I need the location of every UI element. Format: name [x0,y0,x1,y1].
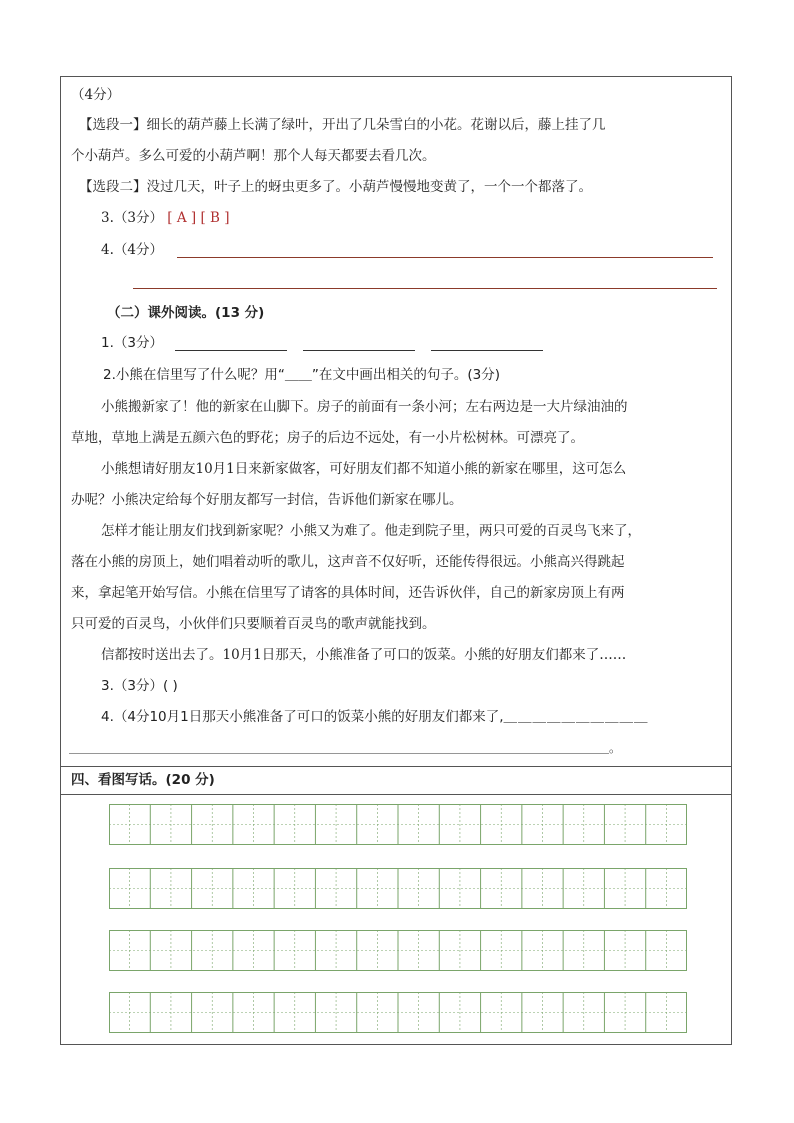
ext-question-4-line2 [69,738,621,758]
writing-grid-row-2[interactable] [109,868,687,909]
story-para3-line2: 落在小熊的房顶上，她们唱着动听的歌儿，这声音不仅好听，还能传得很远。小熊高兴得跳起 [71,554,625,570]
writing-grid-row-1[interactable] [109,804,687,845]
ext-q1-blank-1[interactable] [175,350,287,351]
story-para3-line4: 只可爱的百灵鸟，小伙伴们只要顺着百灵鸟的歌声就能找到。 [71,616,436,632]
question-3-reading [101,208,229,228]
section-divider [61,766,731,767]
question-3-answer: [ A ] [ B ] [167,210,230,226]
ext-q1-blank-2[interactable] [303,350,415,351]
ext-question-1-label: 1.（3分） [101,335,163,351]
story-para2-line1: 小熊想请好朋友10月1日来新家做客，可好朋友们都不知道小熊的新家在哪里，这可怎么 [101,461,627,477]
answer-line-1[interactable] [177,257,713,258]
excerpt-one-line2: 个小葫芦。多么可爱的小葫芦啊！那个人每天都要去看几次。 [71,148,436,164]
excerpt-two-label: 【选段二】 [79,179,147,195]
ext-question-4 [101,707,649,727]
story-para3-line1: 怎样才能让朋友们找到新家呢？小熊又为难了。他走到院子里，两只可爱的百灵鸟飞来了， [101,523,641,539]
writing-grid-row-4[interactable] [109,992,687,1033]
ext-question-3: 3.（3分）( ) [101,678,178,694]
writing-divider [61,794,731,795]
excerpt-one-line1: 细长的葫芦藤上长满了绿叶，开出了几朵雪白的小花。花谢以后，藤上挂了几 [146,117,606,133]
extracurricular-heading: （二）课外阅读。(13 分) [107,305,265,321]
story-para1-line1: 小熊搬新家了！他的新家在山脚下。房子的前面有一条小河；左右两边是一大片绿油油的 [101,399,628,415]
question-3-label: 3.（3分） [101,210,163,226]
writing-heading: 四、看图写话。(20 分) [71,772,215,788]
story-para4-line1: 信都按时送出去了。10月1日那天，小熊准备了可口的饭菜。小熊的好朋友们都来了…… [101,647,627,663]
story-para2-line2: 办呢？小熊决定给每个好朋友都写一封信，告诉他们新家在哪儿。 [71,492,463,508]
answer-line-2[interactable] [133,288,717,289]
excerpt-two-text: 没过几天，叶子上的蚜虫更多了。小葫芦慢慢地变黄了，一个一个都落了。 [146,179,592,195]
writing-grid-row-3[interactable] [109,930,687,971]
score-note: （4分） [71,87,121,103]
ext-question-2: 2.小熊在信里写了什么呢？用“＿＿”在文中画出相关的句子。(3分) [103,367,500,383]
answer-sheet [60,76,732,1045]
ext-question-4-blank-1[interactable]: ＿＿＿＿＿＿＿＿＿＿ [503,709,649,725]
story-para3-line3: 来，拿起笔开始写信。小熊在信里写了请客的具体时间，还告诉伙伴，自己的新家房顶上有两 [71,585,625,601]
story-para1-line2: 草地，草地上满是五颜六色的野花；房子的后边不远处，有一小片松树林。可漂亮了。 [71,430,584,446]
ext-question-4-blank-2[interactable]: ＿＿＿＿＿＿＿＿＿＿＿＿＿＿＿＿＿＿＿＿＿＿＿＿＿＿＿＿＿＿＿＿＿＿＿＿＿＿＿＿＿＿＿＿＿ [69,741,610,755]
excerpt-one-label: 【选段一】 [79,117,147,133]
excerpt-one [79,115,606,135]
ext-question-4-end: 。 [609,741,622,755]
excerpt-two [79,177,592,197]
question-4-label: 4.（4分） [101,242,163,258]
ext-q1-blank-3[interactable] [431,350,543,351]
ext-question-4-text: 4.（4分10月1日那天小熊准备了可口的饭菜小熊的好朋友们都来了, [101,709,504,725]
